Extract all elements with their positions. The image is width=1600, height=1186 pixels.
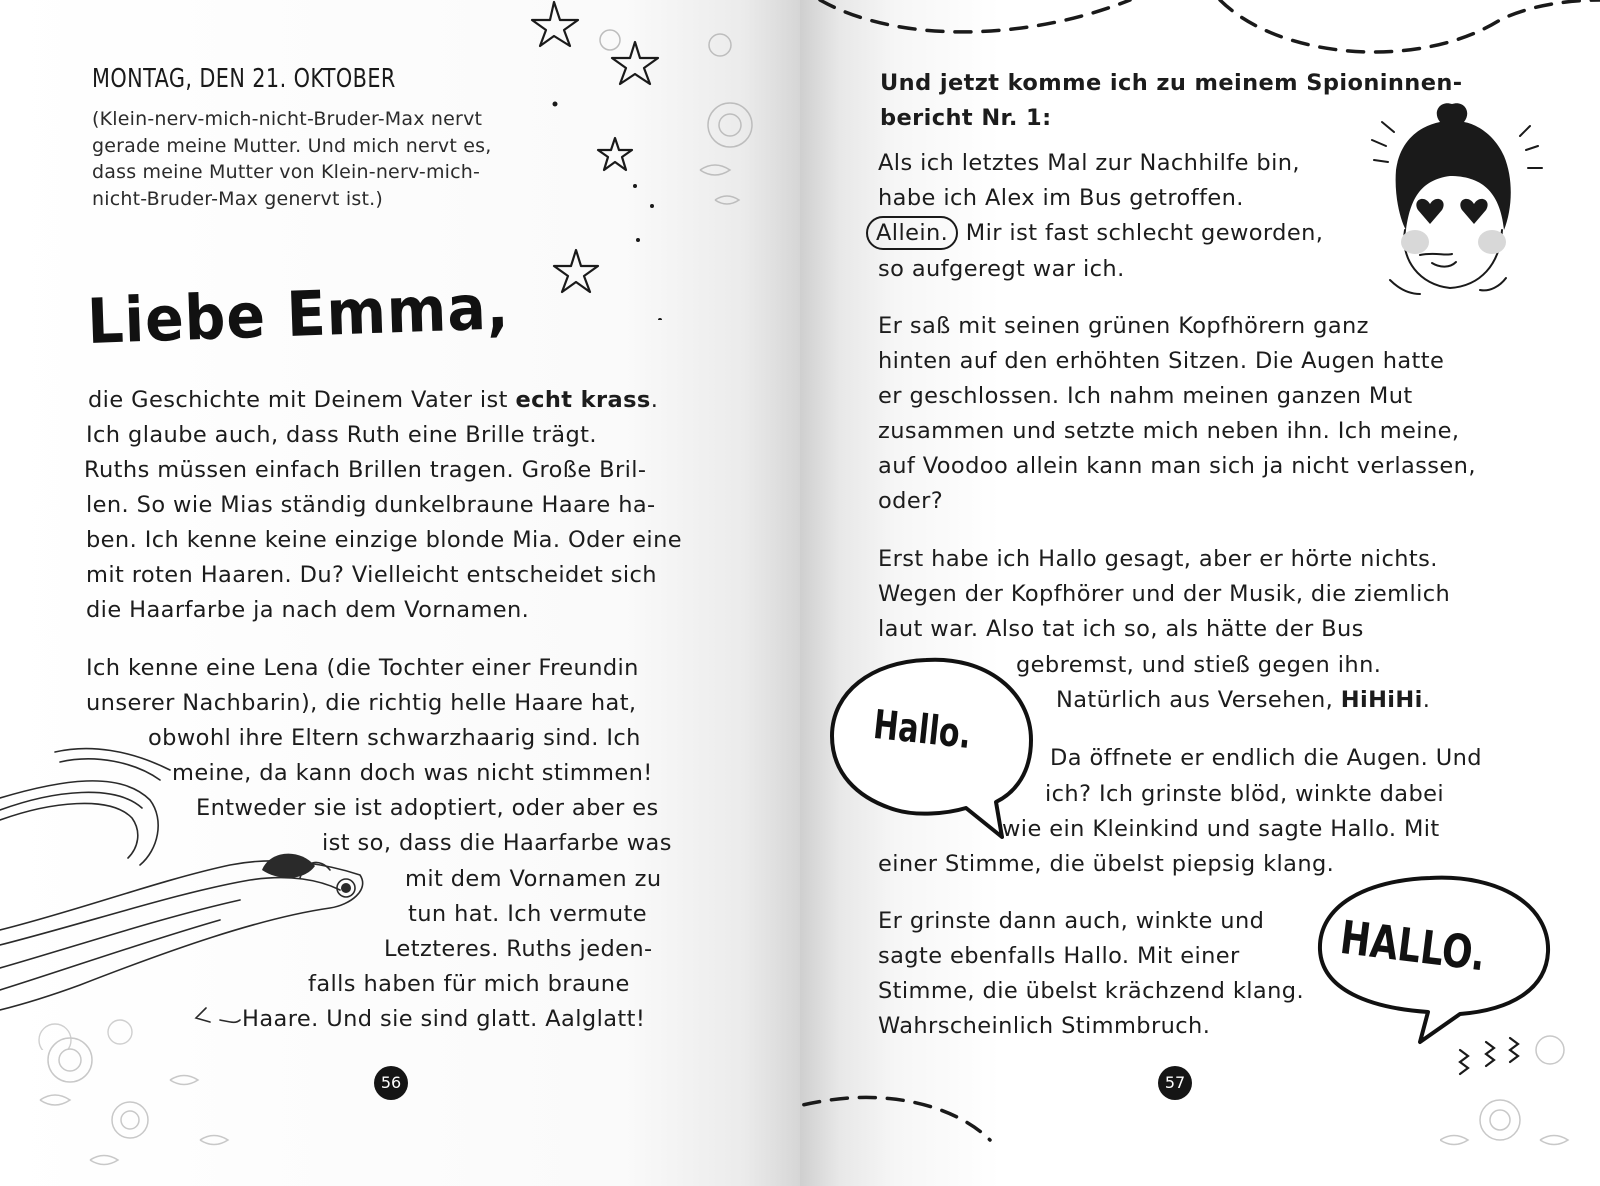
text-line: Er grinste dann auch, winkte und	[878, 908, 1265, 934]
rose-doodles	[20, 1020, 280, 1180]
star-icon	[598, 138, 632, 170]
heading-line: bericht Nr. 1:	[880, 105, 1052, 131]
star-icon	[554, 250, 598, 292]
text-line: so aufgeregt war ich.	[878, 256, 1125, 282]
text-line: er geschlossen. Ich nahm meinen ganzen Mut	[878, 383, 1413, 409]
text-line: die Geschichte mit Deinem Vater ist echt krass.	[88, 387, 659, 413]
text-line: unserer Nachbarin), die richtig helle Haare hat,	[86, 690, 637, 716]
text-line: Wegen der Kopfhörer und der Musik, die ziemlich	[878, 581, 1451, 607]
circled-word: Allein.	[866, 216, 958, 250]
text-line: mit dem Vornamen zu	[405, 866, 662, 892]
text-line: falls haben für mich braune	[308, 971, 630, 997]
report-heading	[880, 66, 1463, 136]
note-line: gerade meine Mutter. Und mich nervt es,	[92, 134, 492, 157]
text-line: Ruths müssen einfach Brillen tragen. Große Bril-	[84, 457, 647, 483]
emphasis-text: HiHiHi	[1340, 687, 1423, 713]
right-page	[800, 0, 1600, 1186]
text-line: habe ich Alex im Bus getroffen.	[878, 185, 1244, 211]
dashed-path-bottom	[800, 1080, 1020, 1186]
star-icon	[612, 42, 658, 84]
text-line: mit roten Haaren. Du? Vielleicht entscheidet sich	[86, 562, 657, 588]
text-line: einer Stimme, die übelst piepsig klang.	[878, 851, 1335, 877]
text-line: Entweder sie ist adoptiert, oder aber es	[196, 795, 659, 821]
note-line: dass meine Mutter von Klein-nerv-mich-	[92, 161, 481, 183]
parenthetical-note	[92, 106, 491, 212]
text-line: zusammen und setzte mich neben ihn. Ich meine,	[878, 418, 1460, 444]
text-line: hinten auf den erhöhten Sitzen. Die Augen hatte	[878, 348, 1445, 374]
emphasis-text: echt krass	[515, 387, 651, 413]
letter-greeting: Liebe Emma,	[86, 270, 511, 358]
star-doodles	[520, 0, 760, 320]
text-line: wie ein Kleinkind und sagte Hallo. Mit	[1002, 816, 1440, 842]
text-line: Da öffnete er endlich die Augen. Und	[1050, 745, 1482, 771]
text-line: sagte ebenfalls Hallo. Mit einer	[878, 943, 1240, 969]
text-line: Stimme, die übelst krächzend klang.	[878, 978, 1305, 1004]
note-line: nicht-Bruder-Max genervt ist.)	[92, 187, 383, 210]
text-line: Als ich letztes Mal zur Nachhilfe bin,	[878, 150, 1300, 176]
text-line: die Haarfarbe ja nach dem Vornamen.	[86, 597, 530, 623]
text-line: meine, da kann doch was nicht stimmen!	[172, 760, 653, 786]
star-icon	[532, 2, 578, 46]
text-line: Natürlich aus Versehen, HiHiHi.	[1056, 687, 1431, 713]
page-number: 57	[1158, 1066, 1192, 1100]
speech-bubble-small-text: Hallo.	[871, 702, 974, 758]
text-line: Erst habe ich Hallo gesagt, aber er hörte nichts.	[878, 546, 1438, 572]
text-line: ich? Ich grinste blöd, winkte dabei	[1045, 781, 1445, 807]
note-line: (Klein-nerv-mich-nicht-Bruder-Max nervt	[92, 108, 483, 130]
eel-illustration	[0, 740, 400, 1050]
text-line: Letzteres. Ruths jeden-	[384, 936, 653, 962]
text-line: len. So wie Mias ständig dunkelbraune Haare ha-	[86, 492, 656, 518]
text-line: auf Voodoo allein kann man sich ja nicht verlassen,	[878, 453, 1476, 479]
text-line: Allein. Mir ist fast schlecht geworden,	[878, 216, 1323, 252]
text-line: gebremst, und stieß gegen ihn.	[1016, 652, 1382, 678]
text-line: Wahrscheinlich Stimmbruch.	[878, 1013, 1211, 1039]
text-line: Ich glaube auch, dass Ruth eine Brille trägt.	[86, 422, 597, 448]
squiggle-doodles	[1440, 1020, 1600, 1186]
heading-line: Und jetzt komme ich zu meinem Spioninnen-	[880, 70, 1463, 96]
page-number: 56	[374, 1066, 408, 1100]
speech-bubble-big-text: HALLO.	[1337, 910, 1489, 982]
text-line: oder?	[878, 488, 944, 514]
text-line: Ich kenne eine Lena (die Tochter einer Freundin	[86, 655, 639, 681]
text-line: Er saß mit seinen grünen Kopfhörern ganz	[878, 313, 1369, 339]
text-line: ben. Ich kenne keine einzige blonde Mia. Oder eine	[86, 527, 682, 553]
text-line: obwohl ihre Eltern schwarzhaarig sind. Ich	[148, 725, 641, 751]
text-line: laut war. Also tat ich so, als hätte der Bus	[878, 616, 1364, 642]
text-line: tun hat. Ich vermute	[408, 901, 647, 927]
text-line: ist so, dass die Haarfarbe was	[322, 830, 672, 856]
text-line: Haare. Und sie sind glatt. Aalglatt!	[242, 1006, 646, 1032]
diary-date: MONTAG, DEN 21. OKTOBER	[92, 64, 396, 94]
